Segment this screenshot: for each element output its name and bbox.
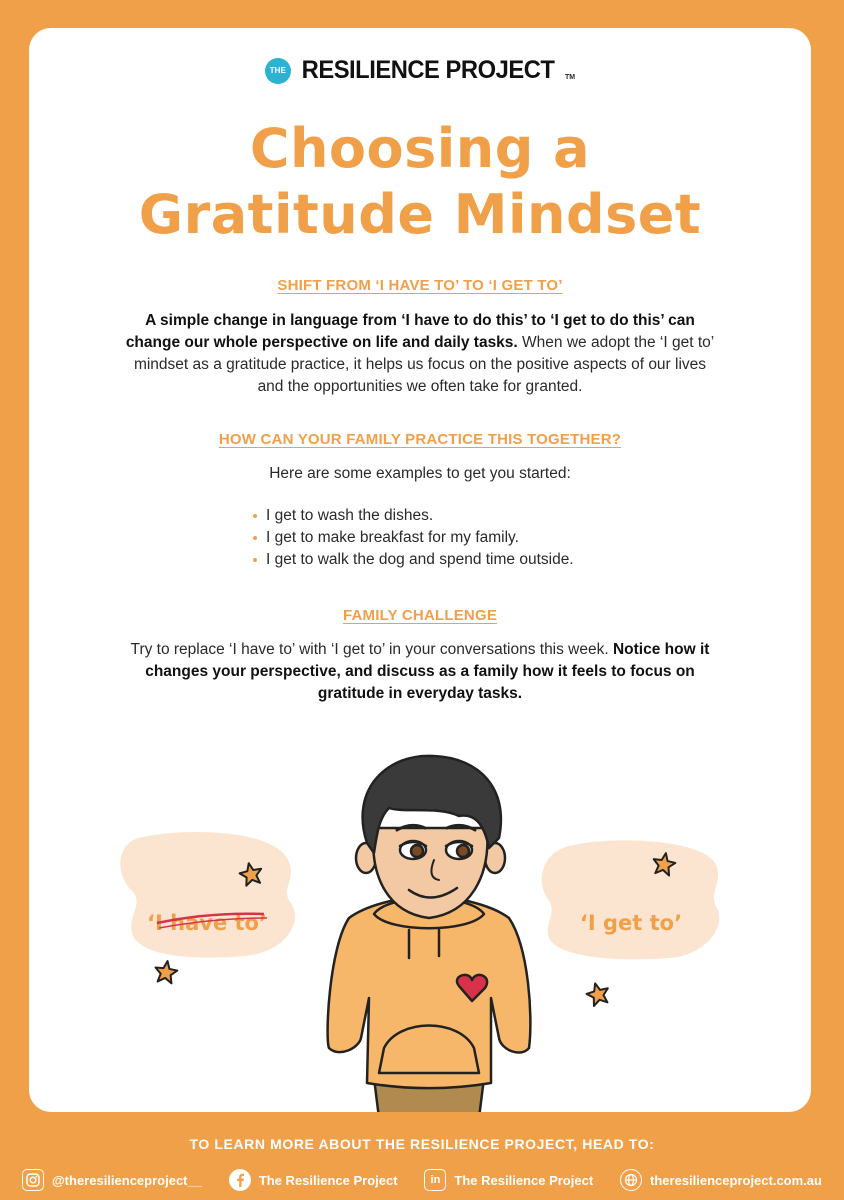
social-link-instagram[interactable] [22, 1169, 202, 1191]
content-card [29, 28, 811, 1112]
left-speech-blob [120, 832, 295, 958]
section-shift-paragraph [119, 310, 721, 398]
challenge-normal-text: Try to replace ‘I have to’ with ‘I get to’ in your conversations this week. [130, 641, 613, 658]
right-speech-blob [542, 840, 720, 959]
instagram-icon [22, 1169, 44, 1191]
title-line-1: Choosing a [249, 117, 591, 180]
globe-icon [620, 1169, 642, 1191]
footer-title: TO LEARN MORE ABOUT THE RESILIENCE PROJECT, HEAD TO: [189, 1136, 655, 1152]
logo-trademark: TM [564, 74, 576, 81]
social-links [22, 1166, 822, 1194]
linkedin-icon: in [424, 1169, 446, 1191]
logo-badge: THE [265, 58, 291, 84]
social-link-linkedin[interactable] [424, 1169, 593, 1191]
shift-bold-text: A simple change in language from ‘I have to do this’ to ‘I get to do this’ can change our whole perspective on life and daily tasks. [125, 312, 695, 351]
list-item: I get to make breakfast for my family. [251, 527, 574, 549]
examples-list [251, 505, 574, 571]
brand-logo [29, 56, 811, 90]
social-link-facebook[interactable] [229, 1169, 398, 1191]
list-item: I get to wash the dishes. [251, 505, 574, 527]
instagram-label: @theresilienceproject__ [52, 1172, 202, 1188]
facebook-label: The Resilience Project [258, 1172, 398, 1188]
left-label: ‘I have to’ [147, 911, 267, 935]
logo-text: RESILIENCE PROJECT [301, 56, 555, 84]
social-link-website[interactable] [620, 1169, 822, 1191]
challenge-paragraph [119, 639, 721, 705]
facebook-icon [229, 1169, 251, 1191]
page-title [29, 116, 811, 248]
character-boy [328, 756, 531, 1112]
list-item: I get to walk the dog and spend time outside. [251, 549, 574, 571]
website-label: theresilienceproject.com.au [650, 1172, 822, 1188]
section-heading-challenge: FAMILY CHALLENGE [342, 607, 498, 624]
title-line-2: Gratitude Mindset [138, 183, 702, 246]
linkedin-label: The Resilience Project [454, 1172, 594, 1188]
challenge-bold-text: Notice how it changes your perspective, and discuss as a family how it feels to focus on gratitude in everyday tasks. [145, 641, 710, 702]
section-heading-shift: SHIFT FROM ‘I HAVE TO’ TO ‘I GET TO’ [277, 277, 563, 294]
gratitude-illustration [29, 718, 811, 1112]
shift-normal-text: When we adopt the ‘I get to’ mindset as a gratitude practice, it helps us focus on the positive aspects of our lives and the opportunities we often take for granted. [133, 334, 715, 395]
practice-intro: Here are some examples to get you started: [269, 465, 571, 482]
section-heading-practice: HOW CAN YOUR FAMILY PRACTICE THIS TOGETHER? [218, 431, 622, 448]
right-label: ‘I get to’ [579, 911, 683, 935]
